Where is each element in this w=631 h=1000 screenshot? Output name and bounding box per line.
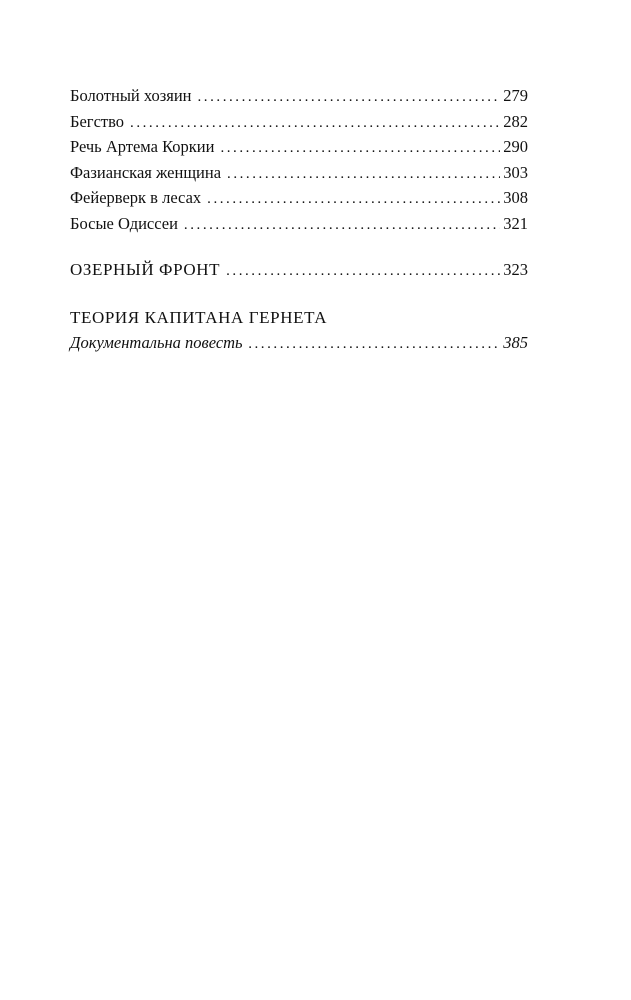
dot-leader <box>130 111 500 136</box>
toc-subentry <box>70 331 528 357</box>
toc-entry-title: Босые Одиссеи <box>70 213 178 233</box>
toc-entry-title: Фазианская женщина <box>70 162 222 182</box>
toc-section-entry <box>70 258 528 284</box>
toc-section-title: ОЗЕРНЫЙ ФРОНТ <box>70 259 221 279</box>
toc-entry-page: 308 <box>503 188 528 208</box>
dot-leader <box>249 332 501 357</box>
toc-entry <box>70 110 528 136</box>
toc-entry-page: 303 <box>503 162 528 182</box>
toc-entry-page: 290 <box>503 137 528 157</box>
dot-leader <box>207 187 500 212</box>
dot-leader <box>220 136 500 161</box>
toc-entry <box>70 135 528 161</box>
toc-section-page: 323 <box>503 259 528 279</box>
toc-entry-title: Речь Артема Коркии <box>70 137 215 157</box>
toc-subentry-page: 385 <box>503 332 528 352</box>
toc-entry-page: 282 <box>503 111 528 131</box>
toc-entry-title: Болотный хозяин <box>70 86 192 105</box>
toc-entry <box>70 84 528 110</box>
dot-leader <box>226 259 500 284</box>
dot-leader <box>198 85 501 110</box>
toc-subentry-title: Документальна повесть <box>70 332 243 352</box>
toc-entry <box>70 161 528 187</box>
toc-entry-title: Фейерверк в лесах <box>70 188 202 208</box>
toc-entry-title: Бегство <box>70 111 125 131</box>
dot-leader <box>184 213 500 238</box>
table-of-contents <box>70 84 528 356</box>
toc-entry <box>70 212 528 238</box>
toc-entry-page: 321 <box>503 213 528 233</box>
toc-entry <box>70 186 528 212</box>
toc-part-heading: ТЕОРИЯ КАПИТАНА ГЕРНЕТА <box>70 308 328 328</box>
dot-leader <box>227 162 500 187</box>
toc-entry-page: 279 <box>503 86 528 105</box>
